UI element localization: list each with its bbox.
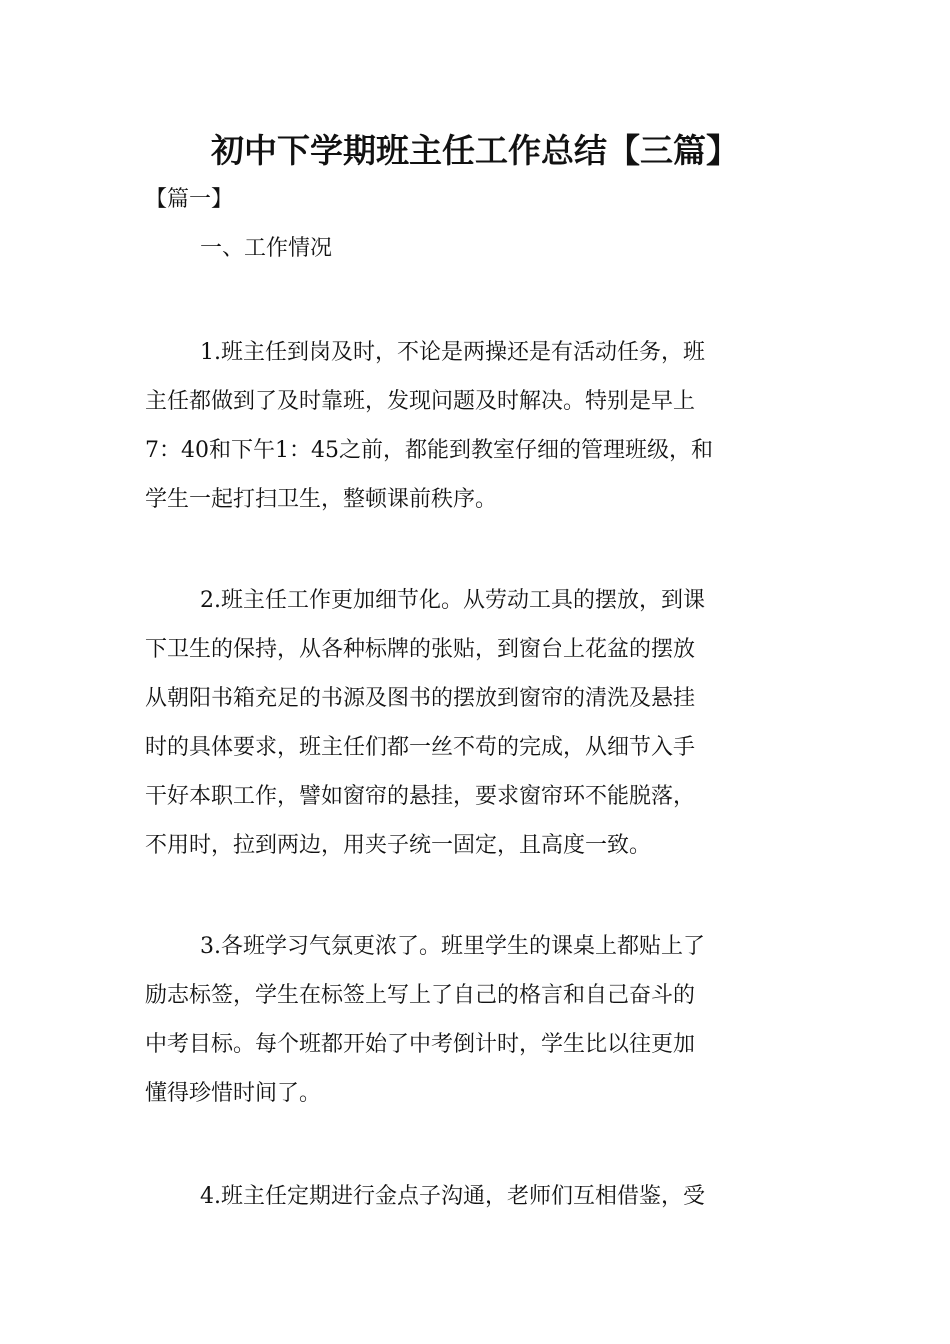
section-heading: 一、工作情况 [200, 236, 333, 261]
section-label: 【篇一】 [145, 187, 234, 212]
paragraph-3: 3.各班学习气氛更浓了。班里学生的课桌上都贴上了 励志标签，学生在标签上写上了自己的格言和自己奋斗的 中考目标。每个班都开始了中考倒计时，学生比以往更加 懂得珍惜时间了。 [145, 934, 705, 1106]
paragraph-2: 2.班主任工作更加细节化。从劳动工具的摆放，到课 下卫生的保持，从各种标牌的张贴，到窗台上花盆的摆放 从朝阳书箱充足的书源及图书的摆放到窗帘的清洗及悬挂 时的具体要求，班主任们都一丝不苟的完成，从细节入手 干好本职工作，譬如窗帘的悬挂，要求窗帘环不能脱落， 不用时，拉到两边，用夹子统一固定，且高度一致。 [145, 588, 705, 858]
paragraph-1: 1.班主任到岗及时，不论是两操还是有活动任务，班 主任都做到了及时靠班，发现问题及时解决。特别是早上 7：40和下午1：45之前，都能到教室仔细的管理班级，和 学生一起打扫卫生，整顿课前秩序。 [145, 340, 713, 512]
document-title: 初中下学期班主任工作总结【三篇】 [211, 131, 739, 170]
paragraph-4: 4.班主任定期进行金点子沟通，老师们互相借鉴，受 [200, 1184, 705, 1209]
